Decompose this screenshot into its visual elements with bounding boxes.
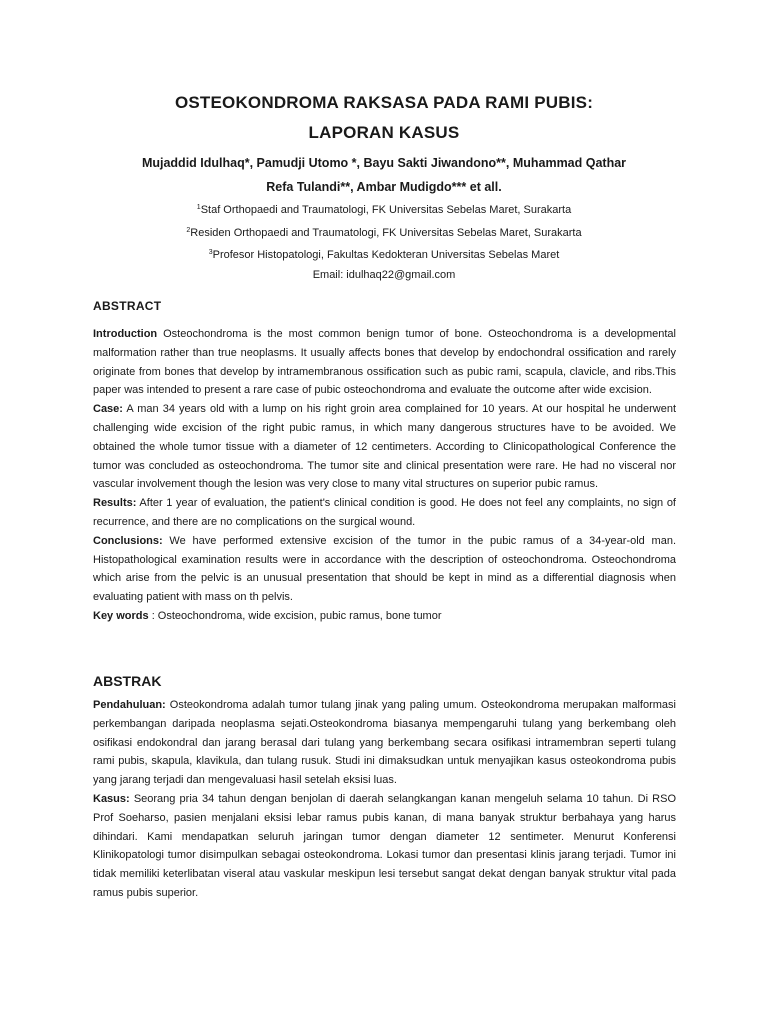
case-text: A man 34 years old with a lump on his right groin area complained for 10 years. At our hospital he underwent challenging wide excision of the right pubic ramus, in which many dangerous structures have to be avoided. We obtained the whole tumor tissue with a diameter of 12 centimeters. According to Clinicopathological Conference the tumor was concluded as osteochondroma. The tumor site and clinical presentation were rare. He had no visceral nor vascular involvement though the lesion was very close to many vital structures on superior pubic ramus. xyxy=(93,403,676,491)
keywords-paragraph xyxy=(93,607,676,626)
keywords-label: Key words xyxy=(93,609,149,622)
kasus-paragraph xyxy=(93,790,676,903)
results-label: Results: xyxy=(93,497,137,510)
email: Email: idulhaq22@gmail.com xyxy=(312,268,456,281)
pendahuluan-label: Pendahuluan: xyxy=(93,699,166,711)
abstrak-heading: ABSTRAK xyxy=(93,673,162,689)
affiliation-text: Residen Orthopaedi and Traumatologi, FK Universitas Sebelas Maret, Surakarta xyxy=(190,226,582,239)
introduction-text: Osteochondroma is the most common benign tumor of bone. Osteochondroma is a developmental malformation rather than true neoplasms. It usually affects bones that develop by endochondral ossification and rarely originate from bones that develop by intramembranous ossification such as pubic rami, scapula, clavicle, and ribs.This paper was intended to present a rare case of pubic osteochondroma and evaluate the outcome after wide excision. xyxy=(93,328,676,397)
affiliation-text: Staf Orthopaedi and Traumatologi, FK Universitas Sebelas Maret, Surakarta xyxy=(200,204,572,216)
affiliation-mark: 2 xyxy=(186,226,191,234)
pendahuluan-paragraph xyxy=(93,696,676,790)
conclusions-paragraph xyxy=(93,532,676,607)
abstract-heading: ABSTRACT xyxy=(93,299,162,313)
kasus-text: Seorang pria 34 tahun dengan benjolan di daerah selangkangan kanan mengeluh selama 10 tahun. Di RSO Prof Soeharso, pasien menjalani eksisi lebar ramus pubis kanan, di mana banyak struktur berbahaya yang harus dihindari. Kami mendapatkan seluruh jaringan tumor dengan diameter 12 sentimeter. Menurut Konferensi Klinikopatologi tumor disimpulkan sebagai osteokondroma. Lokasi tumor dan presentasi klinis jarang terjadi. Tumor ini tidak memiliki keterlibatan viseral atau vaskular meskipun lesi tersebut sangat dekat dengan banyak struktur vital pada ramus pubis superior. xyxy=(93,792,676,899)
case-label: Case: xyxy=(93,403,123,416)
kasus-label: Kasus: xyxy=(93,792,130,805)
affiliation-mark: 3 xyxy=(208,249,213,256)
abstrak-body xyxy=(93,696,676,903)
title-line-1: OSTEOKONDROMA RAKSASA PADA RAMI PUBIS: xyxy=(174,93,594,112)
abstract-body xyxy=(93,325,676,626)
affiliation-3 xyxy=(60,243,708,266)
authors-line-2: Refa Tulandi**, Ambar Mudigdo*** et all. xyxy=(266,180,502,194)
keywords-text: : Osteochondroma, wide excision, pubic ramus, bone tumor xyxy=(148,609,442,622)
conclusions-text: We have performed extensive excision of the tumor in the pubic ramus of a 34-year-old man. Histopathological examination results were in accordance with the description of osteochondroma. Osteochondroma which arise from the pelvic is an unusual presentation that should be kept in mind as a differential diagnosis when evaluating patient with mass on th pelvis. xyxy=(93,534,676,604)
affiliations xyxy=(60,198,708,285)
introduction-label: Introduction xyxy=(93,328,158,340)
paper-title xyxy=(60,88,708,148)
affiliation-1 xyxy=(60,198,708,221)
author-list xyxy=(70,151,698,199)
introduction-paragraph xyxy=(93,325,676,400)
results-paragraph xyxy=(93,494,676,532)
affiliation-2 xyxy=(60,221,708,244)
authors-line-1: Mujaddid Idulhaq*, Pamudji Utomo *, Bayu Sakti Jiwandono**, Muhammad Qathar xyxy=(141,156,627,170)
results-text: After 1 year of evaluation, the patient's clinical condition is good. He does not feel any complaints, no sign of recurrence, and there are no complications on the surgical wound. xyxy=(93,497,676,528)
title-line-2: LAPORAN KASUS xyxy=(308,123,460,142)
affiliation-text: Profesor Histopatologi, Fakultas Kedokteran Universitas Sebelas Maret xyxy=(212,249,560,261)
case-paragraph xyxy=(93,400,676,494)
pendahuluan-text: Osteokondroma adalah tumor tulang jinak yang paling umum. Osteokondroma merupakan malformasi perkembangan daripada neoplasma sejati.Osteokondroma biasanya mempengaruhi tulang yang berkembang oleh osifikasi endokondral dan jarang berasal dari tulang yang berkembang secara osifikasi intramembran seperti tulang rami pubis, skapula, klavikula, dan tulang rusuk. Studi ini dimaksudkan untuk menyajikan kasus osteokondroma pubis yang jarang terjadi dan mengevaluasi hasil setelah eksisi luas. xyxy=(93,699,676,787)
affiliation-mark: 1 xyxy=(196,204,201,211)
conclusions-label: Conclusions: xyxy=(93,534,163,547)
